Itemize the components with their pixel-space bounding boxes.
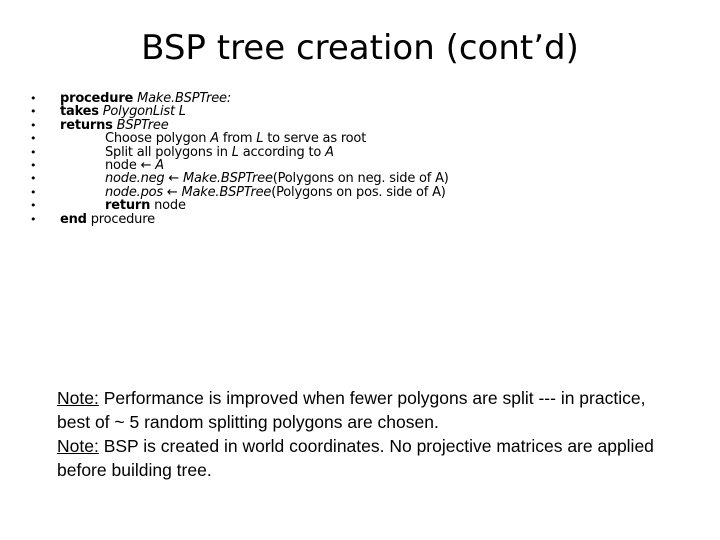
code-var: L: [256, 131, 264, 147]
return-type: BSPTree: [116, 117, 169, 133]
code-line: [30, 159, 690, 172]
code-line: [30, 186, 690, 199]
keyword: procedure: [60, 91, 134, 106]
keyword: return: [105, 198, 151, 214]
notes-block: [57, 386, 677, 482]
code-line: [30, 199, 690, 212]
code-line: [30, 213, 690, 226]
code-var: A: [325, 144, 334, 160]
bullet: •: [30, 145, 37, 159]
bullet: •: [30, 118, 37, 132]
code-text: node: [150, 198, 186, 214]
code-text: Split all polygons in: [105, 144, 232, 160]
param-type: PolygonList L: [102, 104, 186, 120]
procedure-name: Make.BSPTree:: [137, 91, 232, 106]
code-text: to serve as root: [263, 131, 367, 147]
keyword: takes: [60, 104, 99, 120]
code-text: node ←: [105, 157, 156, 173]
code-line: [30, 132, 690, 145]
bullet: •: [30, 172, 37, 186]
note-text: BSP is created in world coordinates. No projective matrices are applied before building tree.: [57, 436, 654, 480]
bullet: •: [30, 199, 37, 213]
code-var: A: [155, 157, 164, 173]
note-label: Note:: [57, 436, 99, 456]
bullet: •: [30, 212, 37, 226]
code-line: [30, 172, 690, 185]
slide-title: BSP tree creation (cont’d): [141, 28, 579, 68]
code-text: (Polygons on neg. side of A): [272, 171, 449, 187]
bullet: •: [30, 132, 37, 146]
code-line: [30, 105, 690, 118]
code-line: [30, 92, 690, 105]
pseudocode-block: [30, 92, 690, 226]
bullet: •: [30, 158, 37, 172]
code-assign: node.pos ← Make.BSPTree: [105, 184, 272, 200]
note-text: Performance is improved when fewer polygons are split --- in practice, best of ~ 5 random splitting polygons are chosen.: [57, 388, 646, 432]
code-line: [30, 146, 690, 159]
code-text: (Polygons on pos. side of A): [271, 184, 446, 200]
bullet: •: [30, 92, 37, 105]
keyword: end: [60, 211, 87, 227]
note-label: Note:: [57, 388, 99, 408]
code-text: Choose polygon: [105, 131, 211, 147]
code-text: from: [218, 131, 257, 147]
code-text: procedure: [86, 211, 155, 227]
code-var: L: [231, 144, 239, 160]
code-text: according to: [238, 144, 326, 160]
keyword: returns: [60, 117, 113, 133]
code-assign: node.neg ← Make.BSPTree: [105, 171, 273, 187]
code-var: A: [210, 131, 219, 147]
bullet: •: [30, 105, 37, 119]
code-line: [30, 119, 690, 132]
bullet: •: [30, 185, 37, 199]
